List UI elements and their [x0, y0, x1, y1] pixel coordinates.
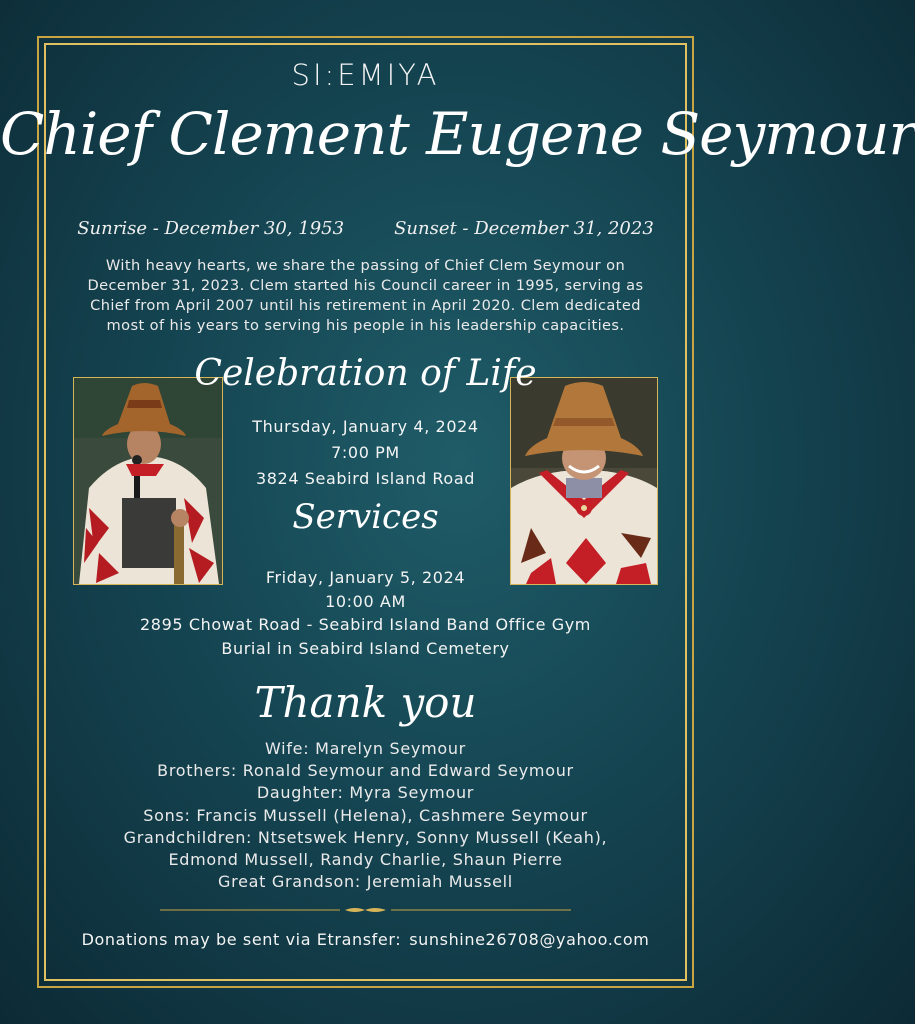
- services-details: [0, 566, 731, 660]
- celebration-date: Thursday, January 4, 2024: [252, 417, 479, 436]
- sunrise-date: Sunrise - December 30, 1953: [77, 218, 345, 239]
- donation-email[interactable]: sunshine26708@yahoo.com: [409, 930, 650, 949]
- intro-line: Chief from April 2007 until his retirement in April 2020. Clem dedicated: [90, 297, 641, 314]
- celebration-details: [0, 414, 731, 492]
- celebration-location: 3824 Seabird Island Road: [256, 469, 475, 488]
- sunset-date: Sunset - December 31, 2023: [394, 218, 654, 239]
- thanks-line: Edmond Mussell, Randy Charlie, Shaun Pierre: [168, 850, 563, 870]
- services-heading: Services: [292, 497, 439, 537]
- services-time: 10:00 AM: [325, 591, 406, 611]
- thanks-list: [0, 738, 731, 893]
- services-location: 2895 Chowat Road - Seabird Island Band Office Gym: [140, 615, 591, 634]
- intro-line: December 31, 2023. Clem started his Council career in 1995, serving as: [87, 277, 644, 294]
- intro-paragraph: [60, 256, 671, 336]
- thanks-line: Great Grandson: Jeremiah Mussell: [218, 872, 513, 892]
- celebration-time: 7:00 PM: [331, 443, 400, 462]
- thanks-line: Brothers: Ronald Seymour and Edward Seymour: [157, 761, 574, 781]
- thanks-line: Grandchildren: Ntsetswek Henry, Sonny Mussell (Keah),: [123, 827, 608, 847]
- donations-line: [0, 930, 731, 949]
- intro-line: With heavy hearts, we share the passing of Chief Clem Seymour on: [105, 257, 626, 274]
- thanks-line: Wife: Marelyn Seymour: [265, 739, 466, 758]
- intro-line: most of his years to serving his people in his leadership capacities.: [106, 317, 625, 334]
- services-burial: Burial in Seabird Island Cemetery: [221, 638, 510, 658]
- deceased-name: Chief Clement Eugene Seymour: [0, 100, 915, 168]
- life-dates: [0, 218, 731, 239]
- ornamental-divider: [160, 907, 571, 913]
- services-date: Friday, January 5, 2024: [265, 568, 466, 587]
- thanks-line: Daughter: Myra Seymour: [256, 783, 475, 803]
- siemiya-heading: SI:EMIYA: [291, 58, 440, 92]
- thanks-line: Sons: Francis Mussell (Helena), Cashmere Seymour: [143, 805, 588, 825]
- donations-text: Donations may be sent via Etransfer:: [81, 930, 402, 949]
- celebration-heading: Celebration of Life: [194, 353, 537, 394]
- thanks-heading: Thank you: [254, 678, 477, 727]
